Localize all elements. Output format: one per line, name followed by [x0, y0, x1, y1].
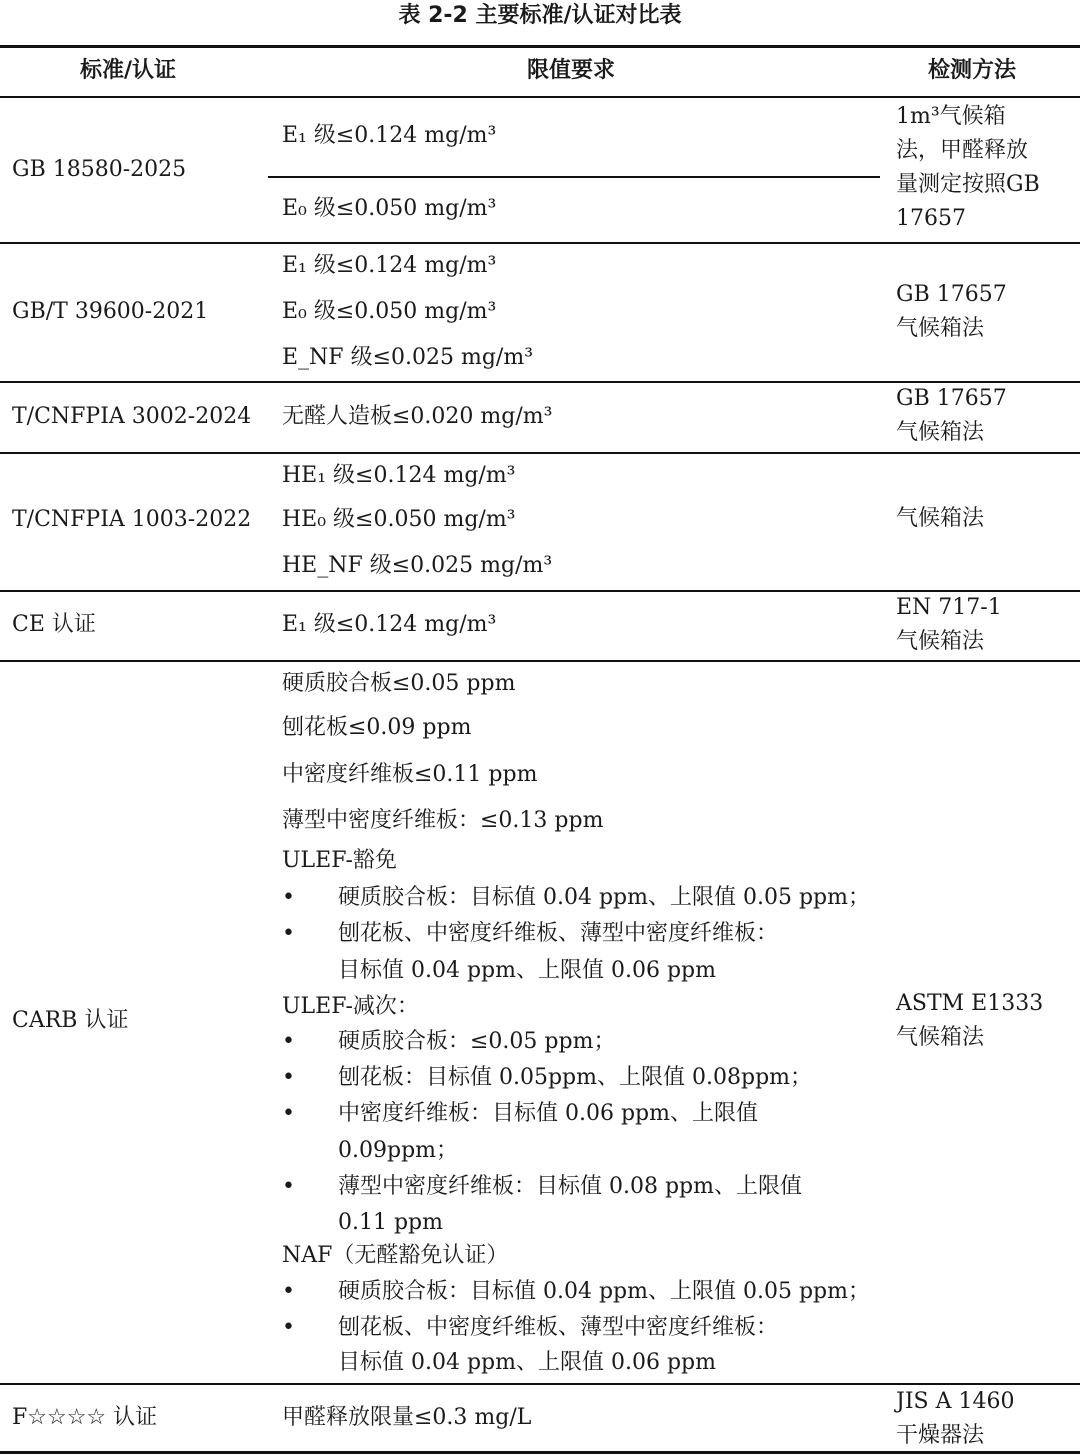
method-line: 17657 [896, 206, 966, 231]
bullet-item [282, 920, 778, 948]
method-line: GB 17657 [896, 386, 1007, 411]
method-line: 气候箱法 [896, 420, 985, 445]
bullet-marker: • [282, 1065, 295, 1090]
method-line: 气候箱法 [896, 1025, 985, 1050]
standard-name: T/CNFPIA 3002-2024 [12, 404, 252, 429]
bullet-marker: • [282, 1029, 295, 1054]
bullet-continuation: 目标值 0.04 ppm、上限值 0.06 ppm [338, 1350, 716, 1375]
bullet-item [282, 1064, 812, 1092]
method-line: 量测定按照GB [896, 172, 1040, 197]
method-line: 气候箱法 [896, 629, 985, 654]
bullet-text: 刨花板、中密度纤维板、薄型中密度纤维板： [338, 921, 779, 946]
method-cell [896, 278, 1072, 346]
method-line: EN 717-1 [896, 595, 1002, 620]
bullet-continuation: 0.09ppm； [338, 1138, 459, 1163]
requirement-line: 刨花板≤0.09 ppm [282, 715, 472, 740]
requirement-line: E₀ 级≤0.050 mg/m³ [282, 196, 497, 221]
standard-name: GB/T 39600-2021 [12, 299, 209, 324]
method-cell [896, 100, 1072, 236]
bullet-text: 刨花板：目标值 0.05ppm、上限值 0.08ppm； [338, 1065, 813, 1090]
bullet-text: 硬质胶合板：目标值 0.04 ppm、上限值 0.05 ppm； [338, 885, 870, 910]
method-line: JIS A 1460 [896, 1389, 1015, 1414]
row-divider [0, 660, 1080, 662]
method-line: 气候箱法 [896, 506, 985, 531]
requirement-line: NAF（无醛豁免认证） [282, 1243, 509, 1268]
method-line: GB 17657 [896, 282, 1007, 307]
method-line: 干燥器法 [896, 1423, 985, 1448]
standard-name: CE 认证 [12, 612, 96, 637]
standard-name: T/CNFPIA 1003-2022 [12, 507, 252, 532]
bullet-marker: • [282, 885, 295, 910]
bullet-text: 薄型中密度纤维板：目标值 0.08 ppm、上限值 [338, 1174, 802, 1199]
method-line: ASTM E1333 [896, 991, 1044, 1016]
header-standard: 标准/认证 [80, 58, 177, 83]
requirement-line: 甲醛释放限量≤0.3 mg/L [282, 1405, 532, 1430]
standard-name: GB 18580-2025 [12, 157, 187, 182]
method-cell [896, 591, 1072, 659]
requirement-line: 中密度纤维板≤0.11 ppm [282, 762, 538, 787]
method-cell [896, 502, 1072, 536]
method-cell [896, 1385, 1072, 1453]
requirement-line: E₁ 级≤0.124 mg/m³ [282, 123, 497, 148]
bullet-text: 硬质胶合板：目标值 0.04 ppm、上限值 0.05 ppm； [338, 1279, 870, 1304]
bullet-item [282, 1100, 758, 1128]
bullet-continuation: 0.11 ppm [338, 1210, 444, 1235]
bullet-marker: • [282, 1101, 295, 1126]
method-cell [896, 987, 1072, 1055]
method-line: 法，甲醛释放 [896, 138, 1029, 163]
requirement-line: E₁ 级≤0.124 mg/m³ [282, 253, 497, 278]
bullet-text: 刨花板、中密度纤维板、薄型中密度纤维板： [338, 1315, 779, 1340]
bullet-item [282, 884, 870, 912]
bullet-text: 硬质胶合板：≤0.05 ppm； [338, 1029, 616, 1054]
method-line: 1m³气候箱 [896, 104, 1006, 129]
requirement-line: E₁ 级≤0.124 mg/m³ [282, 612, 497, 637]
header-bottom-rule [0, 96, 1080, 98]
bullet-item [282, 1173, 802, 1201]
table-caption: 表 2-2 主要标准/认证对比表 [398, 3, 682, 28]
standard-name: CARB 认证 [12, 1008, 129, 1033]
table-top-rule [0, 45, 1080, 48]
requirement-line: ULEF-豁免 [282, 848, 397, 873]
standard-name: F☆☆☆☆ 认证 [12, 1405, 158, 1430]
method-line: 气候箱法 [896, 316, 985, 341]
requirement-line: HE₁ 级≤0.124 mg/m³ [282, 463, 516, 488]
bullet-item [282, 1278, 870, 1306]
bullet-marker: • [282, 1315, 295, 1340]
row-divider [0, 452, 1080, 454]
requirement-line: HE₀ 级≤0.050 mg/m³ [282, 507, 516, 532]
bullet-marker: • [282, 1174, 295, 1199]
bullet-marker: • [282, 1279, 295, 1304]
method-cell [896, 382, 1072, 450]
bullet-continuation: 目标值 0.04 ppm、上限值 0.06 ppm [338, 958, 716, 983]
bullet-marker: • [282, 921, 295, 946]
row-divider [0, 242, 1080, 244]
requirement-line: 硬质胶合板≤0.05 ppm [282, 671, 516, 696]
header-requirements: 限值要求 [527, 58, 616, 83]
header-method: 检测方法 [928, 58, 1017, 83]
bullet-item [282, 1028, 615, 1056]
bullet-item [282, 1314, 778, 1342]
requirement-line: 无醛人造板≤0.020 mg/m³ [282, 404, 553, 429]
bullet-text: 中密度纤维板：目标值 0.06 ppm、上限值 [338, 1101, 758, 1126]
inner-divider [268, 176, 880, 178]
requirement-line: E₀ 级≤0.050 mg/m³ [282, 299, 497, 324]
requirement-line: 薄型中密度纤维板：≤0.13 ppm [282, 808, 604, 833]
requirement-line: HE_NF 级≤0.025 mg/m³ [282, 553, 553, 578]
requirement-line: E_NF 级≤0.025 mg/m³ [282, 345, 534, 370]
requirement-line: ULEF-减次： [282, 994, 419, 1019]
